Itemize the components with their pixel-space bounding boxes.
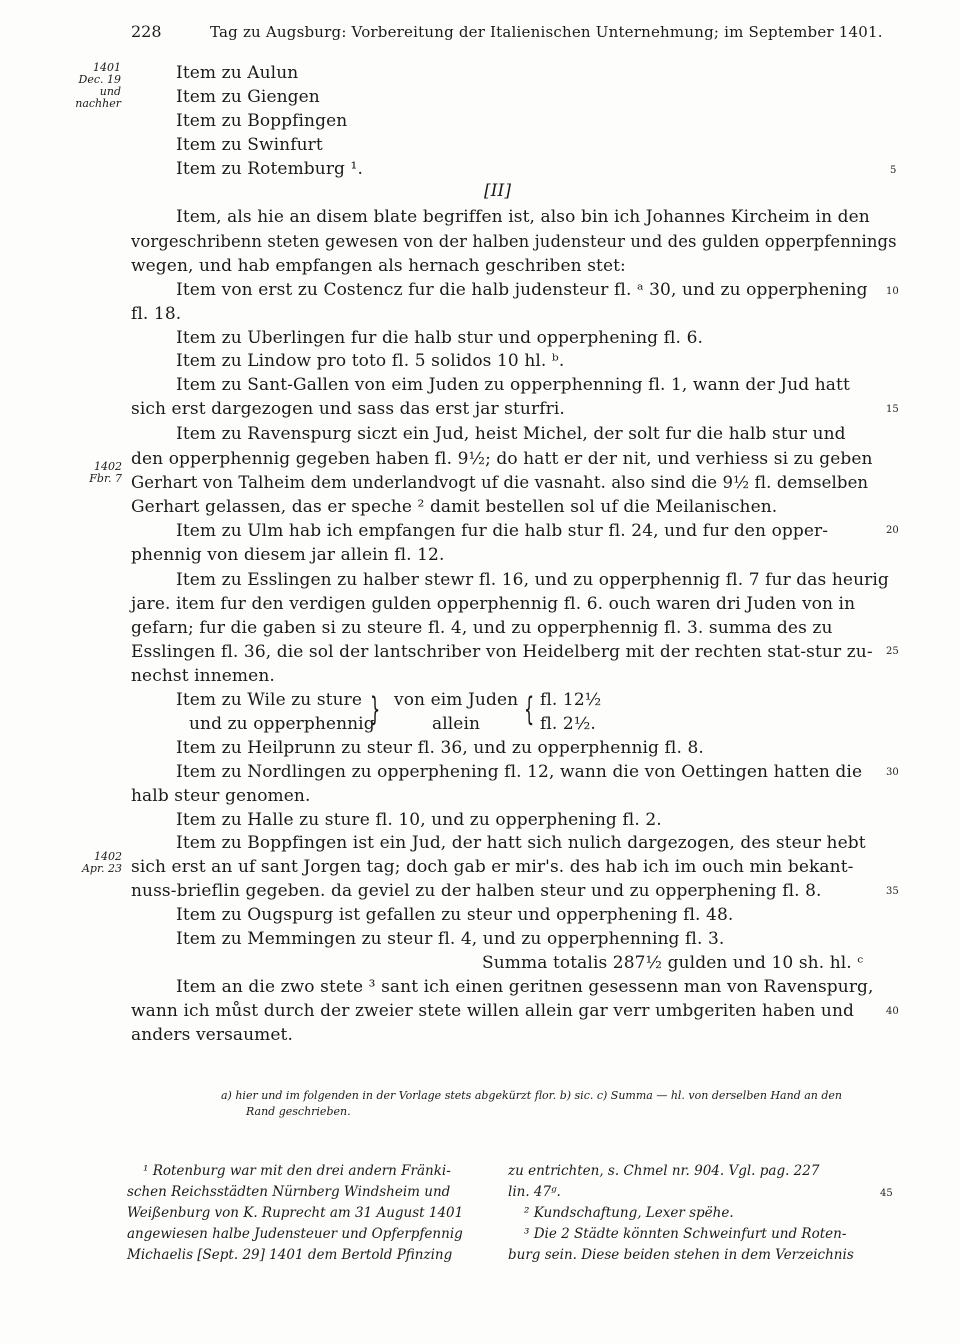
text-line: Item zu Ulm hab ich empfangen fur die halb stur fl. 24, und fur den opper- bbox=[176, 521, 829, 541]
text-line: Item zu Nordlingen zu opperphening fl. 12, wann die von Oettingen hatten die bbox=[176, 762, 863, 782]
text-line: anders versaumet. bbox=[131, 1025, 293, 1045]
line-number: 30 bbox=[886, 767, 899, 778]
wile-left-2: und zu opperphennig bbox=[189, 714, 375, 734]
footnote-line: zu entrichten, s. Chmel nr. 904. Vgl. pag. 227 bbox=[508, 1163, 820, 1179]
margin-date-line: Apr. 23 bbox=[81, 862, 122, 875]
text-line: Item zu Uberlingen fur die halb stur und opperphening fl. 6. bbox=[176, 328, 703, 348]
text-line: Item zu Heilprunn zu steur fl. 36, und zu opperphennig fl. 8. bbox=[176, 738, 704, 758]
text-line: Item zu Memmingen zu steur fl. 4, und zu opperphenning fl. 3. bbox=[176, 929, 725, 949]
running-title: Tag zu Augsburg: Vorbereitung der Italienischen Unternehmung; im September 1401. bbox=[210, 23, 883, 41]
margin-date-line: nachher bbox=[75, 97, 121, 110]
text-line: vorgeschribenn steten gewesen von der halben judensteur und des gulden opperpfennings bbox=[131, 232, 897, 251]
margin-date-1 bbox=[63, 62, 121, 110]
text-line: Esslingen fl. 36, die sol der lantschriber von Heidelberg mit der rechten stat-stur zu- bbox=[131, 642, 873, 662]
footnote-line: ² Kundschaftung, Lexer spëhe. bbox=[524, 1205, 734, 1221]
line-number: 45 bbox=[880, 1188, 893, 1199]
text-line: Item, als hie an disem blate begriffen ist, also bin ich Johannes Kircheim in den bbox=[176, 207, 870, 227]
page-number: 228 bbox=[131, 22, 162, 41]
line-number: 25 bbox=[886, 646, 899, 657]
footnote-line: burg sein. Diese beiden stehen in dem Verzeichnis bbox=[508, 1247, 854, 1263]
footnote-line: lin. 47ᵍ. bbox=[508, 1184, 561, 1200]
margin-date-line: Fbr. 7 bbox=[89, 472, 122, 485]
text-line: Item zu Sant-Gallen von eim Juden zu opperphenning fl. 1, wann der Jud hatt bbox=[176, 375, 850, 395]
text-line: wegen, und hab empfangen als hernach geschriben stet: bbox=[131, 256, 626, 276]
text-line: gefarn; fur die gaben si zu steure fl. 4, und zu opperphennig fl. 3. summa des zu bbox=[131, 618, 833, 638]
margin-date-line: und bbox=[99, 85, 121, 98]
text-line: Item zu Swinfurt bbox=[176, 135, 323, 155]
text-line: Item zu Boppfingen bbox=[176, 111, 348, 131]
footnote-line: ¹ Rotenburg war mit den drei andern Fränki- bbox=[143, 1163, 451, 1179]
text-line: nuss-brieflin gegeben. da geviel zu der halben steur und zu opperphening fl. 8. bbox=[131, 881, 822, 901]
text-line: den opperphennig gegeben haben fl. 9½; do hatt er der nit, und verhiess si zu geben bbox=[131, 449, 873, 469]
wile-right-2: fl. 2½. bbox=[540, 714, 596, 734]
text-line: sich erst an uf sant Jorgen tag; doch gab er mir's. des hab ich im ouch min bekant- bbox=[131, 857, 854, 877]
variant-note: Rand geschrieben. bbox=[246, 1105, 351, 1118]
section-marker: [II] bbox=[484, 181, 512, 201]
wile-left-1: Item zu Wile zu sture bbox=[176, 690, 363, 710]
line-number: 5 bbox=[890, 165, 897, 176]
wile-right-1: fl. 12½ bbox=[540, 690, 602, 710]
line-number: 35 bbox=[886, 886, 899, 897]
brace-icon: } bbox=[370, 690, 381, 728]
summa-line: Summa totalis 287½ gulden und 10 sh. hl. ᶜ bbox=[482, 953, 864, 973]
line-number: 20 bbox=[886, 525, 899, 536]
variant-note: a) hier und im folgenden in der Vorlage stets abgekürzt flor. b) sic. c) Summa — hl. von derselben Hand an den bbox=[221, 1089, 843, 1102]
text-line: Item zu Giengen bbox=[176, 87, 320, 107]
text-line: phennig von diesem jar allein fl. 12. bbox=[131, 545, 445, 565]
text-line: jare. item fur den verdigen gulden opperphennig fl. 6. ouch waren dri Juden von in bbox=[131, 594, 856, 614]
text-line: Item von erst zu Costencz fur die halb judensteur fl. ᵃ 30, und zu opperphening bbox=[176, 280, 868, 300]
text-line: Item zu Ravenspurg siczt ein Jud, heist Michel, der solt fur die halb stur und bbox=[176, 424, 846, 444]
footnote-line: schen Reichsstädten Nürnberg Windsheim und bbox=[127, 1184, 451, 1200]
text-line: Gerhart von Talheim dem underlandvogt uf die vasnaht. also sind die 9½ fl. demselben bbox=[131, 473, 869, 492]
text-line: Item zu Ougspurg ist gefallen zu steur und opperphening fl. 48. bbox=[176, 905, 734, 925]
text-line: Item zu Aulun bbox=[176, 63, 299, 83]
text-line: nechst innemen. bbox=[131, 666, 275, 686]
margin-date-line: 1401 bbox=[93, 61, 121, 74]
margin-date-2 bbox=[64, 461, 122, 485]
footnote-line: ³ Die 2 Städte könnten Schweinfurt und Roten- bbox=[524, 1226, 847, 1242]
margin-date-line: 1402 bbox=[94, 850, 122, 863]
footnote-line: angewiesen halbe Judensteuer und Opferpfennig bbox=[127, 1226, 463, 1242]
text-line: halb steur genomen. bbox=[131, 786, 311, 806]
wile-middle-2: allein bbox=[432, 714, 481, 734]
text-line: Item zu Lindow pro toto fl. 5 solidos 10 hl. ᵇ. bbox=[176, 351, 565, 371]
margin-date-line: Dec. 19 bbox=[78, 73, 121, 86]
line-number: 15 bbox=[886, 404, 899, 415]
text-line: Item zu Esslingen zu halber stewr fl. 16, und zu opperphennig fl. 7 fur das heurig bbox=[176, 570, 889, 590]
margin-date-3 bbox=[64, 851, 122, 875]
text-line: Item zu Rotemburg ¹. bbox=[176, 159, 363, 179]
text-line: Gerhart gelassen, das er speche ² damit bestellen sol uf die Meilanischen. bbox=[131, 497, 778, 517]
text-line: Item an die zwo stete ³ sant ich einen geritnen gesessenn man von Ravenspurg, bbox=[176, 977, 874, 997]
margin-date-line: 1402 bbox=[94, 460, 122, 473]
wile-middle-1: von eim Juden bbox=[394, 690, 519, 710]
text-line: sich erst dargezogen und sass das erst jar sturfri. bbox=[131, 399, 565, 419]
text-line: fl. 18. bbox=[131, 304, 182, 324]
footnote-line: Michaelis [Sept. 29] 1401 dem Bertold Pfinzing bbox=[127, 1247, 453, 1263]
text-line: Item zu Boppfingen ist ein Jud, der hatt sich nulich dargezogen, des steur hebt bbox=[176, 833, 866, 853]
text-line: wann ich můst durch der zweier stete willen allein gar verr umbgeriten haben und bbox=[131, 1001, 855, 1021]
text-line: Item zu Halle zu sture fl. 10, und zu opperphening fl. 2. bbox=[176, 810, 662, 830]
line-number: 40 bbox=[886, 1006, 899, 1017]
brace-icon: { bbox=[524, 690, 535, 728]
footnote-line: Weißenburg von K. Ruprecht am 31 August 1401 bbox=[127, 1205, 464, 1221]
line-number: 10 bbox=[886, 286, 899, 297]
